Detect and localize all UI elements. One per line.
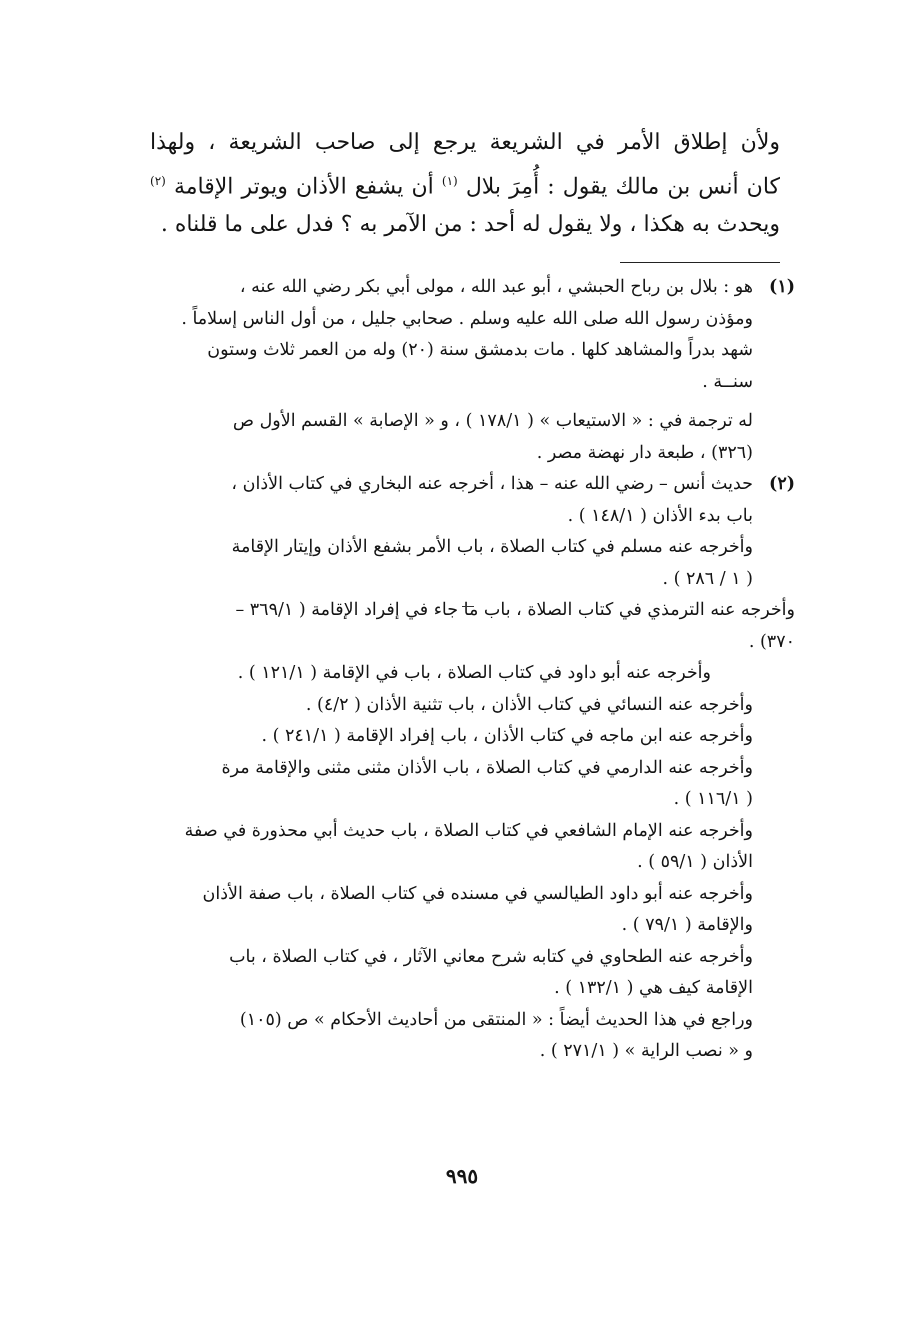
stray-mark [462, 606, 474, 607]
footnote-line: هو : بلال بن رباح الحبشي ، أبو عبد الله ، مولى أبي بكر رضي الله عنه ، [239, 277, 753, 297]
main-line-2 [150, 162, 780, 206]
footnote-divider [620, 262, 780, 263]
footnote-line: شهد بدراً والمشاهد كلها . مات بدمشق سنة (٢٠) وله من العمر ثلاث وستون [207, 340, 753, 360]
footnote-number: (١) [769, 277, 795, 297]
main-line-2-end: أن يشفع الأذان ويوتر الإقامة [173, 174, 434, 200]
footnote-line: و « نصب الراية » ( ٢٧١/١ ) . [539, 1041, 753, 1061]
footnote-line: (٣٢٦) ، طبعة دار نهضة مصر . [536, 442, 753, 463]
footnote-line: وأخرجه عنه الإمام الشافعي في كتاب الصلاة ، باب حديث أبي محذورة في صفة [184, 820, 753, 841]
footnote-line: ( ١ / ٢٨٦ ) . [662, 568, 753, 589]
footnote-line: وراجع في هذا الحديث أيضاً : « المنتقى من أحاديث الأحكام » ص (١٠٥) [239, 1009, 753, 1030]
footnote-line: وأخرجه عنه مسلم في كتاب الصلاة ، باب الأمر بشفع الأذان وإيتار الإقامة [231, 537, 753, 557]
footnote-line: سنــة . [702, 371, 753, 392]
footnote-1 [150, 272, 795, 469]
footnote-line: وأخرجه عنه أبو داود الطيالسي في مسنده في كتاب الصلاة ، باب صفة الأذان [202, 883, 753, 904]
footnote-line: وأخرجه عنه الطحاوي في كتابه شرح معاني الآثار ، في كتاب الصلاة ، باب [229, 946, 753, 967]
main-line-3: ويحدث به هكذا ، ولا يقول له أحد : من الآمر به ؟ فدل على ما قلناه . [160, 212, 780, 238]
main-line-1: ولأن إطلاق الأمر في الشريعة يرجع إلى صاحب الشريعة ، ولهذا [150, 130, 780, 155]
footnote-line: باب بدء الأذان ( ١٤٨/١ ) . [567, 505, 753, 526]
footnote-ref-2[interactable]: (٢) [150, 174, 166, 188]
page-number: ٩٩٥ [445, 1164, 479, 1188]
footnote-line: وأخرجه عنه الترمذي في كتاب الصلاة ، باب ما جاء في إفراد الإقامة ( ٣٦٩/١ – [235, 600, 795, 620]
main-line-2-start: كان أنس بن مالك يقول : أُمِرَ بلال [465, 174, 781, 200]
footnote-line: وأخرجه عنه النسائي في كتاب الأذان ، باب تثنية الأذان ( ٤/٢) . [305, 694, 753, 715]
footnote-line: وأخرجه عنه ابن ماجه في كتاب الأذان ، باب إفراد الإقامة ( ٢٤١/١ ) . [261, 726, 753, 746]
footnotes [150, 272, 795, 1068]
footnote-number: (٢) [769, 474, 795, 494]
main-paragraph [150, 124, 780, 244]
footnote-2 [150, 469, 795, 1068]
footnote-line: الإقامة كيف هي ( ١٣٢/١ ) . [554, 978, 753, 998]
footnote-line: حديث أنس – رضي الله عنه – هذا ، أخرجه عنه البخاري في كتاب الأذان ، [231, 474, 753, 494]
footnote-line: ٣٧٠) . [748, 631, 795, 652]
footnote-line: له ترجمة في : « الاستيعاب » ( ١٧٨/١ ) ، و « الإصابة » القسم الأول ص [232, 411, 753, 431]
footnote-line: ( ١١٦/١ ) . [673, 789, 753, 809]
footnote-line: الأذان ( ٥٩/١ ) . [637, 852, 753, 872]
footnote-line: ومؤذن رسول الله صلى الله عليه وسلم . صحابي جليل ، من أول الناس إسلاماً . [181, 308, 753, 329]
footnote-line: وأخرجه عنه أبو داود في كتاب الصلاة ، باب في الإقامة ( ١٢١/١ ) . [237, 663, 711, 683]
footnote-line: وأخرجه عنه الدارمي في كتاب الصلاة ، باب الأذان مثنى مثنى والإقامة مرة [221, 757, 753, 778]
spacer [150, 398, 753, 406]
footnote-ref-1[interactable]: (١) [441, 174, 458, 188]
footnote-line: والإقامة ( ٧٩/١ ) . [621, 915, 753, 935]
